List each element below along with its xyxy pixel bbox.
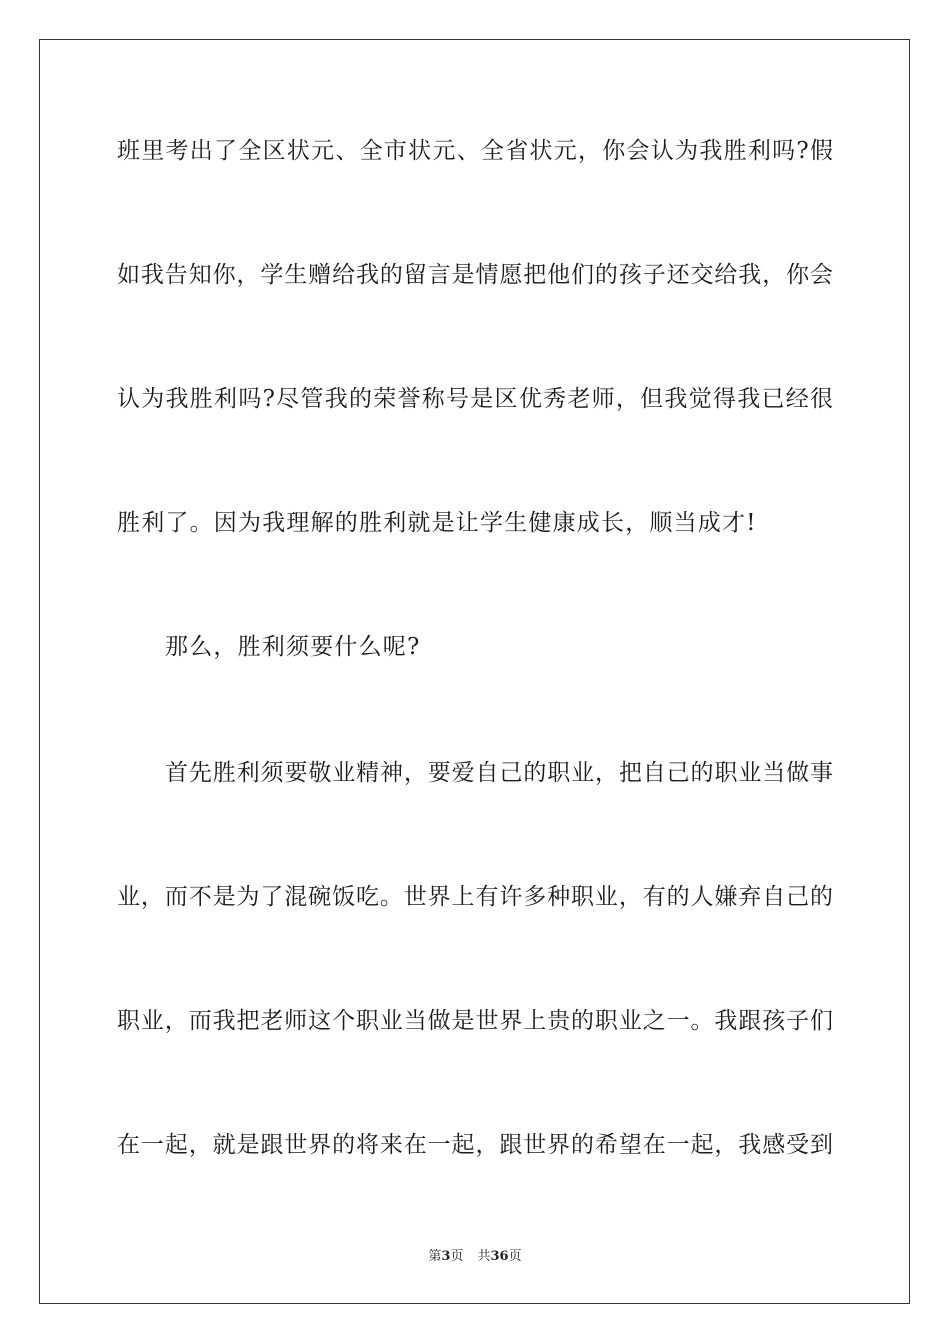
paragraph-line-4: 胜利了。因为我理解的胜利就是让学生健康成长，顺当成才! bbox=[117, 510, 757, 536]
footer-page-number: 3 bbox=[441, 1249, 451, 1264]
paragraph-line-2: 如我告知你，学生赠给我的留言是情愿把他们的孩子还交给我，你会 bbox=[117, 262, 833, 288]
footer-page-suffix: 页 bbox=[450, 1249, 464, 1264]
paragraph-line-5: 那么，胜利须要什么呢? bbox=[165, 634, 421, 660]
paragraph-line-1: 班里考出了全区状元、全市状元、全省状元，你会认为我胜利吗?假 bbox=[117, 138, 833, 164]
footer-total-suffix: 页 bbox=[508, 1249, 522, 1264]
footer-page-prefix: 第 bbox=[428, 1249, 442, 1264]
paragraph-line-9: 在一起，就是跟世界的将来在一起，跟世界的希望在一起，我感受到 bbox=[117, 1132, 833, 1158]
paragraph-line-3: 认为我胜利吗?尽管我的荣誉称号是区优秀老师，但我觉得我已经很 bbox=[117, 386, 833, 412]
page-border bbox=[39, 39, 910, 1304]
paragraph-line-6: 首先胜利须要敬业精神，要爱自己的职业，把自己的职业当做事 bbox=[165, 760, 833, 786]
footer-total-pages: 36 bbox=[490, 1249, 509, 1264]
page-footer bbox=[0, 1248, 950, 1266]
paragraph-line-7: 业，而不是为了混碗饭吃。世界上有许多种职业，有的人嫌弃自己的 bbox=[117, 884, 833, 910]
footer-total-prefix: 共 bbox=[477, 1249, 491, 1264]
paragraph-line-8: 职业，而我把老师这个职业当做是世界上贵的职业之一。我跟孩子们 bbox=[117, 1008, 833, 1034]
